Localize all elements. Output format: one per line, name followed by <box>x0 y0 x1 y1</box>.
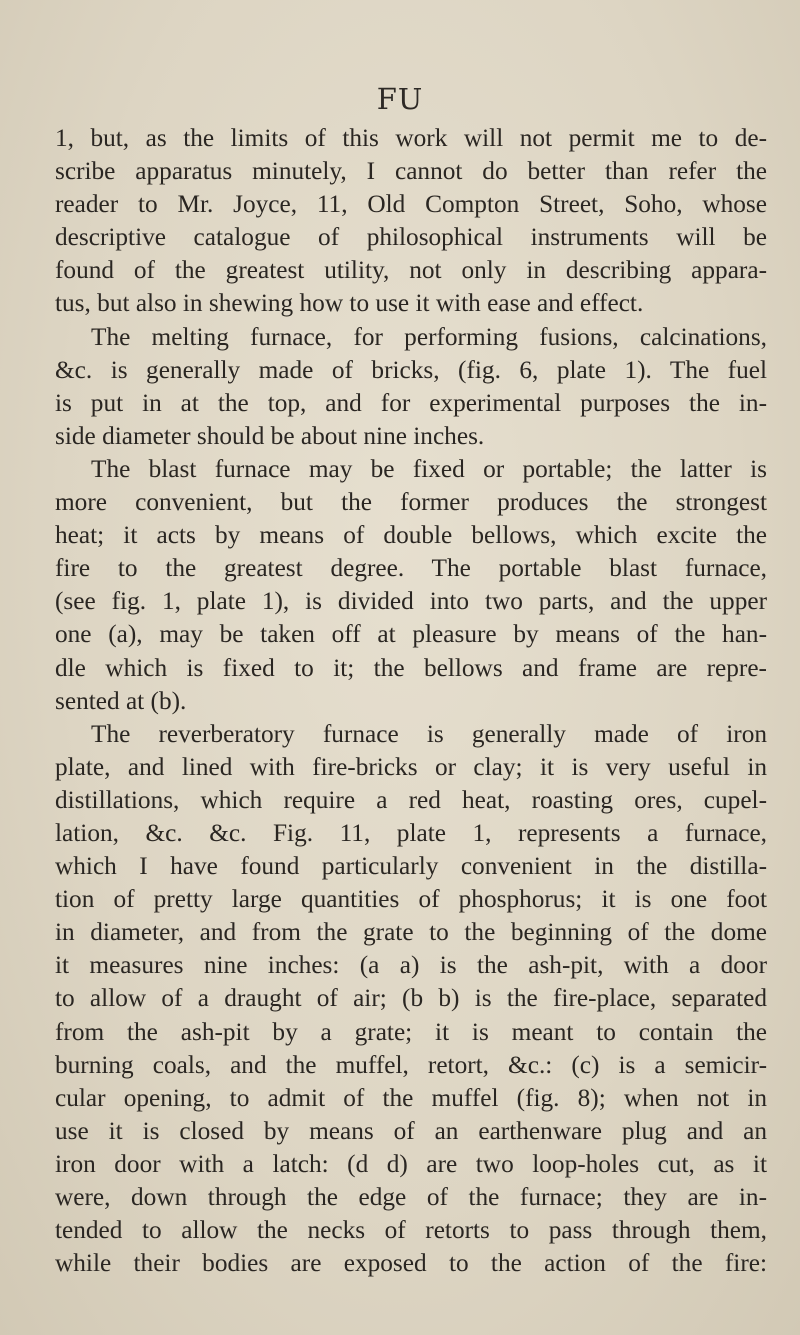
text-line: to allow of a draught of air; (b b) is the fire-place, separated <box>55 984 767 1013</box>
text-line: more convenient, but the former produces the strongest <box>55 488 767 517</box>
text-line: sented at (b). <box>55 686 187 715</box>
text-line: while their bodies are exposed to the action of the fire: <box>55 1249 767 1278</box>
text-line: is put in at the top, and for experimental purposes the in- <box>55 388 767 417</box>
text-line: The reverberatory furnace is generally made of iron <box>91 719 767 748</box>
text-line: 1, but, as the limits of this work will not permit me to de- <box>55 124 767 152</box>
text-line: plate, and lined with fire-bricks or clay; it is very useful in <box>55 752 767 781</box>
text-line: scribe apparatus minutely, I cannot do better than refer the <box>55 157 767 186</box>
text-line: tion of pretty large quantities of phosphorus; it is one foot <box>55 885 767 914</box>
text-line: tus, but also in shewing how to use it with ease and effect. <box>55 289 644 318</box>
text-line: one (a), may be taken off at pleasure by means of the han- <box>55 620 767 649</box>
text-line: in diameter, and from the grate to the beginning of the dome <box>55 918 767 947</box>
text-line: use it is closed by means of an earthenware plug and an <box>55 1116 767 1145</box>
text-line: The blast furnace may be fixed or portable; the latter is <box>91 454 767 483</box>
text-line: cular opening, to admit of the muffel (fig. 8); when not in <box>55 1083 767 1112</box>
text-line: (see fig. 1, plate 1), is divided into two parts, and the upper <box>55 587 767 616</box>
text-line: found of the greatest utility, not only in describing appara- <box>55 256 767 285</box>
text-line: &c. is generally made of bricks, (fig. 6, plate 1). The fuel <box>55 355 767 384</box>
text-line: burning coals, and the muffel, retort, &c.: (c) is a semicir- <box>55 1050 767 1079</box>
text-line: The melting furnace, for performing fusions, calcinations, <box>91 322 767 351</box>
running-header: FU <box>376 82 424 116</box>
text-line: from the ash-pit by a grate; it is meant to contain the <box>55 1017 767 1046</box>
body-text <box>55 122 767 1280</box>
text-line: reader to Mr. Joyce, 11, Old Compton Street, Soho, whose <box>55 190 767 219</box>
text-line: were, down through the edge of the furnace; they are in- <box>55 1183 767 1211</box>
text-line: descriptive catalogue of philosophical instruments will be <box>55 223 767 252</box>
text-line: distillations, which require a red heat, roasting ores, cupel- <box>55 785 767 814</box>
text-line: fire to the greatest degree. The portable blast furnace, <box>55 554 767 583</box>
text-line: tended to allow the necks of retorts to pass through them, <box>55 1216 767 1245</box>
text-line: it measures nine inches: (a a) is the ash-pit, with a door <box>55 951 767 980</box>
text-line: heat; it acts by means of double bellows, which excite the <box>55 521 767 550</box>
text-line: iron door with a latch: (d d) are two loop-holes cut, as it <box>55 1149 767 1178</box>
text-line: lation, &c. &c. Fig. 11, plate 1, represents a furnace, <box>55 818 767 847</box>
text-line: which I have found particularly convenient in the distilla- <box>55 852 767 881</box>
text-line: side diameter should be about nine inches. <box>55 421 485 450</box>
text-line: dle which is fixed to it; the bellows and frame are repre- <box>55 653 767 682</box>
